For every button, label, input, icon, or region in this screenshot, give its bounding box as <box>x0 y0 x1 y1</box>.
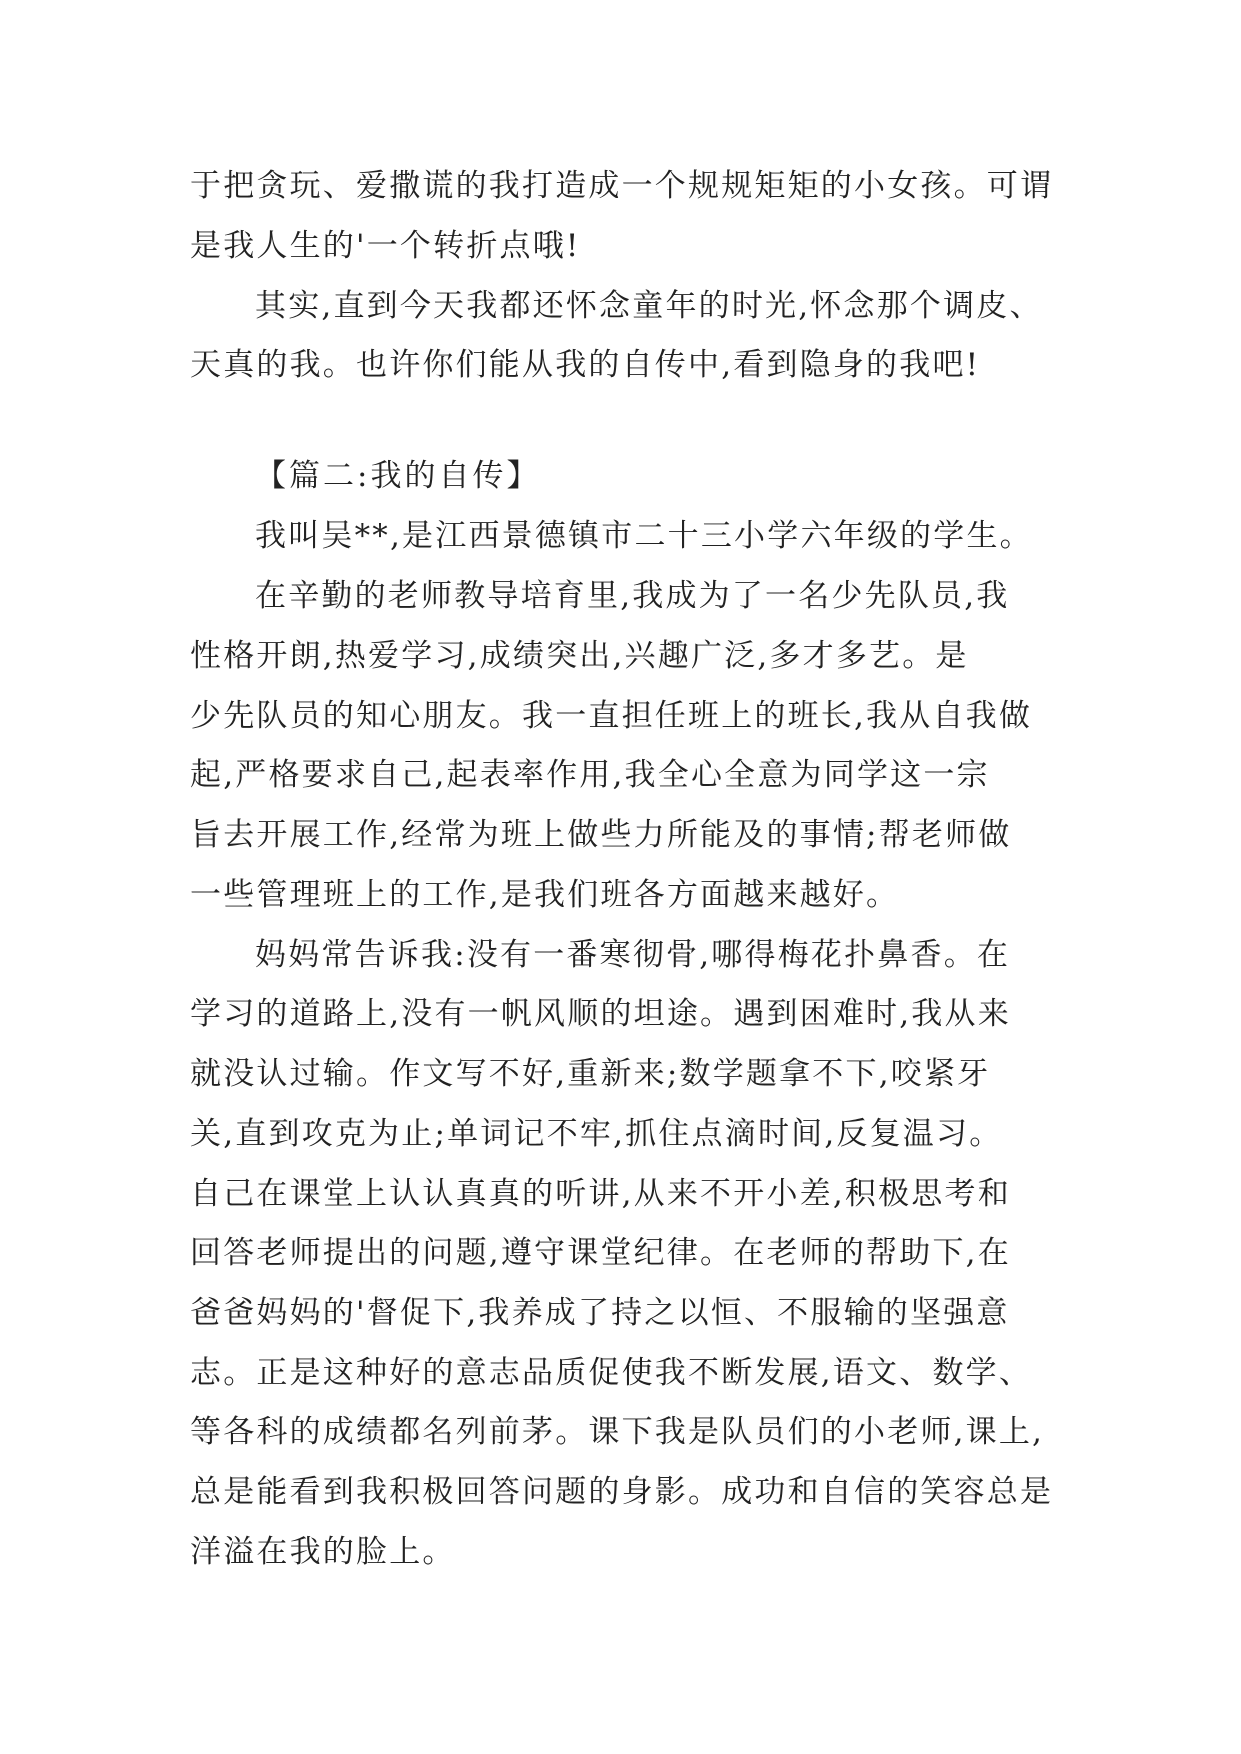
paragraph-line: 起,严格要求自己,起表率作用,我全心全意为同学这一宗 <box>190 757 990 793</box>
paragraph-line: 总是能看到我积极回答问题的身影。成功和自信的笑容总是 <box>190 1474 1054 1510</box>
paragraph-line: 爸爸妈妈的'督促下,我养成了持之以恒、不服输的坚强意 <box>190 1295 1010 1331</box>
paragraph-line: 天真的我。也许你们能从我的自传中,看到隐身的我吧! <box>190 347 981 383</box>
paragraph-line: 洋溢在我的脸上。 <box>190 1534 456 1570</box>
paragraph-line: 志。正是这种好的意志品质促使我不断发展,语文、数学、 <box>190 1355 1033 1391</box>
paragraph-line: 学习的道路上,没有一帆风顺的坦途。遇到困难时,我从来 <box>190 996 1011 1032</box>
paragraph-line: 在辛勤的老师教导培育里,我成为了一名少先队员,我 <box>255 578 1010 614</box>
paragraph-line: 就没认过输。作文写不好,重新来;数学题拿不下,咬紧牙 <box>190 1056 991 1092</box>
paragraph-line: 我叫吴**,是江西景德镇市二十三小学六年级的学生。 <box>255 518 1033 554</box>
paragraph-line: 自己在课堂上认认真真的听讲,从来不开小差,积极思考和 <box>190 1176 1011 1212</box>
paragraph-line: 其实,直到今天我都还怀念童年的时光,怀念那个调皮、 <box>255 288 1043 324</box>
paragraph-line: 一些管理班上的工作,是我们班各方面越来越好。 <box>190 877 900 913</box>
paragraph-line: 回答老师提出的问题,遵守课堂纪律。在老师的帮助下,在 <box>190 1235 1011 1271</box>
paragraph-line: 关,直到攻克为止;单词记不牢,抓住点滴时间,反复温习。 <box>190 1116 1003 1152</box>
paragraph-line: 旨去开展工作,经常为班上做些力所能及的事情;帮老师做 <box>190 817 1012 853</box>
section-heading: 【篇二:我的自传】 <box>255 458 541 494</box>
paragraph-line: 是我人生的'一个转折点哦! <box>190 228 581 264</box>
paragraph-line: 少先队员的知心朋友。我一直担任班上的班长,我从自我做 <box>190 698 1033 734</box>
paragraph-line: 性格开朗,热爱学习,成绩突出,兴趣广泛,多才多艺。是 <box>190 638 969 674</box>
paragraph-line: 等各科的成绩都名列前茅。课下我是队员们的小老师,课上, <box>190 1414 1045 1450</box>
paragraph-line: 于把贪玩、爱撒谎的我打造成一个规规矩矩的小女孩。可谓 <box>190 168 1054 204</box>
paragraph-line: 妈妈常告诉我:没有一番寒彻骨,哪得梅花扑鼻香。在 <box>255 937 1011 973</box>
